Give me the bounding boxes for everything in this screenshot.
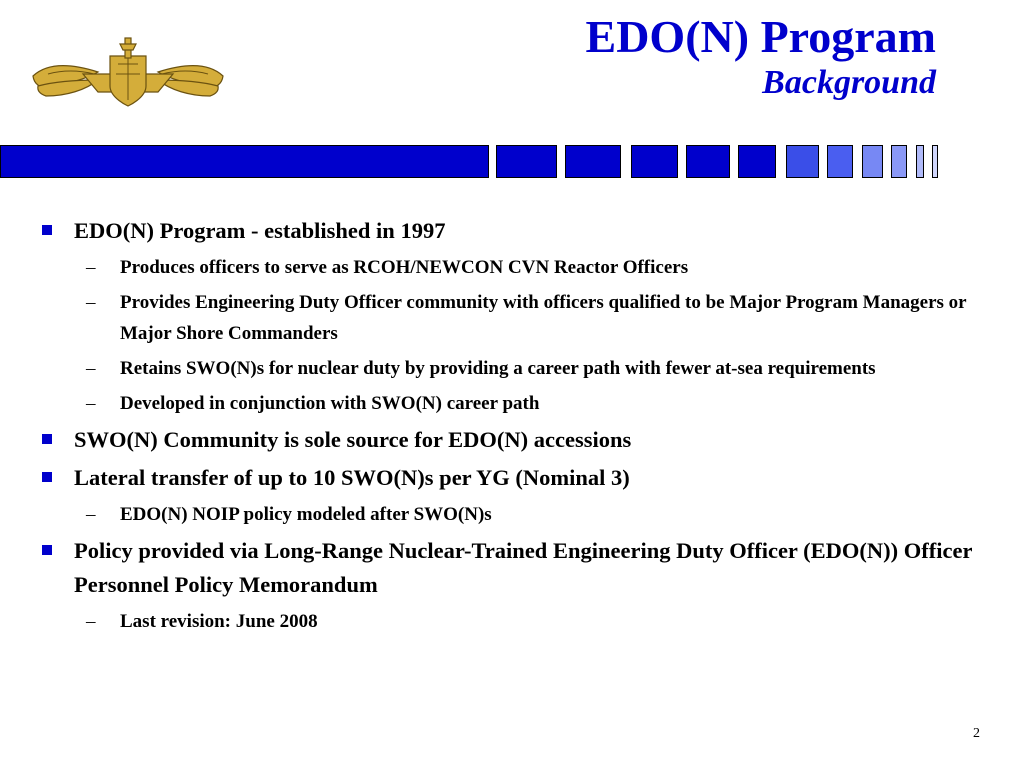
- page-subtitle: Background: [762, 64, 936, 101]
- dash-bullet-icon: –: [86, 257, 96, 278]
- sub-bullet-text: Provides Engineering Duty Officer community with officers qualified to be Major Program Managers or Major Shore Commanders: [120, 292, 967, 344]
- dash-bullet-icon: –: [86, 292, 96, 313]
- bar-segment: [827, 145, 853, 178]
- sub-list-item: [36, 606, 976, 637]
- bullet-text: EDO(N) Program - established in 1997: [74, 218, 446, 243]
- bar-segment: [862, 145, 883, 178]
- bullet-text: Lateral transfer of up to 10 SWO(N)s per YG (Nominal 3): [74, 465, 630, 490]
- bar-segment: [686, 145, 730, 178]
- bar-segment: [565, 145, 621, 178]
- bar-segment: [631, 145, 678, 178]
- bar-segment: [916, 145, 924, 178]
- surface-warfare-officer-insignia-icon: [28, 34, 228, 114]
- sub-bullet-text: EDO(N) NOIP policy modeled after SWO(N)s: [120, 504, 492, 525]
- bar-segment: [891, 145, 907, 178]
- list-item: [36, 534, 976, 602]
- bar-segment: [496, 145, 557, 178]
- bullet-list: [36, 214, 976, 637]
- title-block: [585, 11, 936, 101]
- sub-list-item: [36, 287, 976, 349]
- list-item: [36, 461, 976, 495]
- square-bullet-icon: [42, 225, 52, 235]
- dash-bullet-icon: –: [86, 504, 96, 525]
- bar-segment: [0, 145, 489, 178]
- sub-list-item: [36, 388, 976, 419]
- bullet-text: SWO(N) Community is sole source for EDO(N) accessions: [74, 427, 632, 452]
- sub-list-item: [36, 252, 976, 283]
- sub-bullet-text: Retains SWO(N)s for nuclear duty by providing a career path with fewer at-sea requirements: [120, 358, 876, 379]
- page-number: 2: [973, 726, 980, 741]
- bullet-text: Policy provided via Long-Range Nuclear-Trained Engineering Duty Officer (EDO(N)) Officer Personnel Policy Memorandum: [74, 538, 973, 597]
- sub-bullet-text: Last revision: June 2008: [120, 611, 318, 632]
- decorative-bar-strip: [0, 145, 940, 178]
- sub-list-item: [36, 499, 976, 530]
- square-bullet-icon: [42, 472, 52, 482]
- sub-bullet-text: Developed in conjunction with SWO(N) career path: [120, 393, 540, 414]
- list-item: [36, 214, 976, 248]
- bar-segment: [932, 145, 938, 178]
- bar-segment: [738, 145, 776, 178]
- sub-bullet-text: Produces officers to serve as RCOH/NEWCON CVN Reactor Officers: [120, 257, 689, 278]
- square-bullet-icon: [42, 545, 52, 555]
- dash-bullet-icon: –: [86, 358, 96, 379]
- bar-segment: [786, 145, 819, 178]
- sub-list-item: [36, 353, 976, 384]
- page-title: EDO(N) Program: [585, 11, 936, 62]
- dash-bullet-icon: –: [86, 393, 96, 414]
- square-bullet-icon: [42, 434, 52, 444]
- list-item: [36, 423, 976, 457]
- dash-bullet-icon: –: [86, 611, 96, 632]
